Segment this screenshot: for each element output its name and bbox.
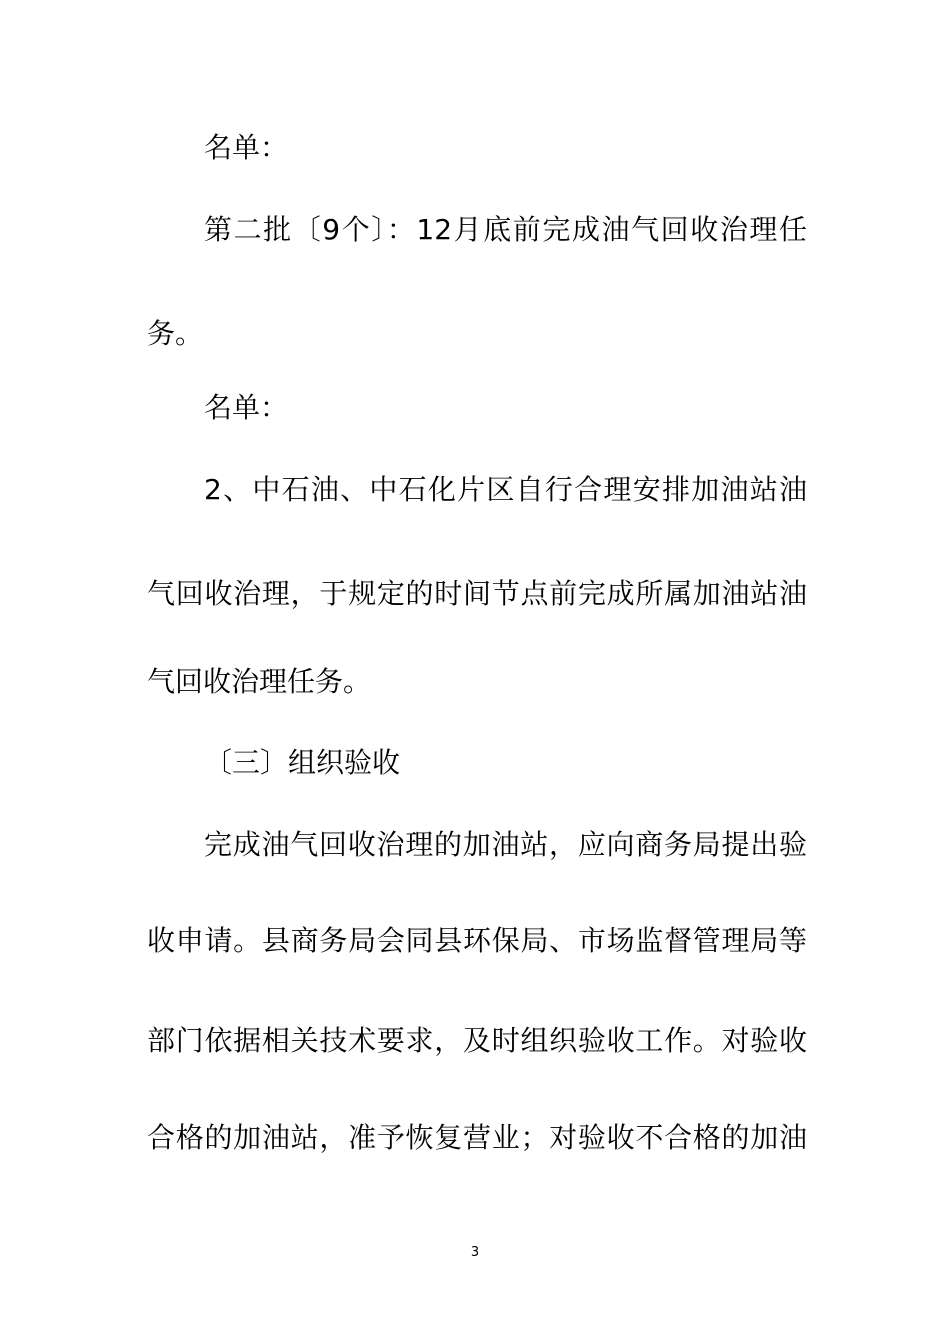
paragraph-line: 务。 [147, 317, 204, 350]
paragraph-line: 名单： [204, 391, 289, 424]
paragraph-line: 气回收治理，于规定的时间节点前完成所属加油站油 [147, 577, 807, 610]
page-number: 3 [470, 1245, 480, 1260]
paragraph-line: 2、中石油、中石化片区自行合理安排加油站油 [204, 473, 807, 506]
paragraph-line: 部门依据相关技术要求，及时组织验收工作。对验收 [147, 1024, 807, 1057]
paragraph-line: 气回收治理任务。 [147, 665, 372, 698]
paragraph-line: 第二批〔9个〕：12月底前完成油气回收治理任 [204, 213, 807, 246]
paragraph-line: 合格的加油站，准予恢复营业；对验收不合格的加油 [147, 1121, 807, 1154]
paragraph-line: 收申请。县商务局会同县环保局、市场监督管理局等 [147, 924, 807, 957]
paragraph-line: 名单： [204, 131, 289, 164]
paragraph-line: 完成油气回收治理的加油站，应向商务局提出验 [204, 828, 807, 861]
section-heading: 〔三〕组织验收 [204, 746, 401, 779]
